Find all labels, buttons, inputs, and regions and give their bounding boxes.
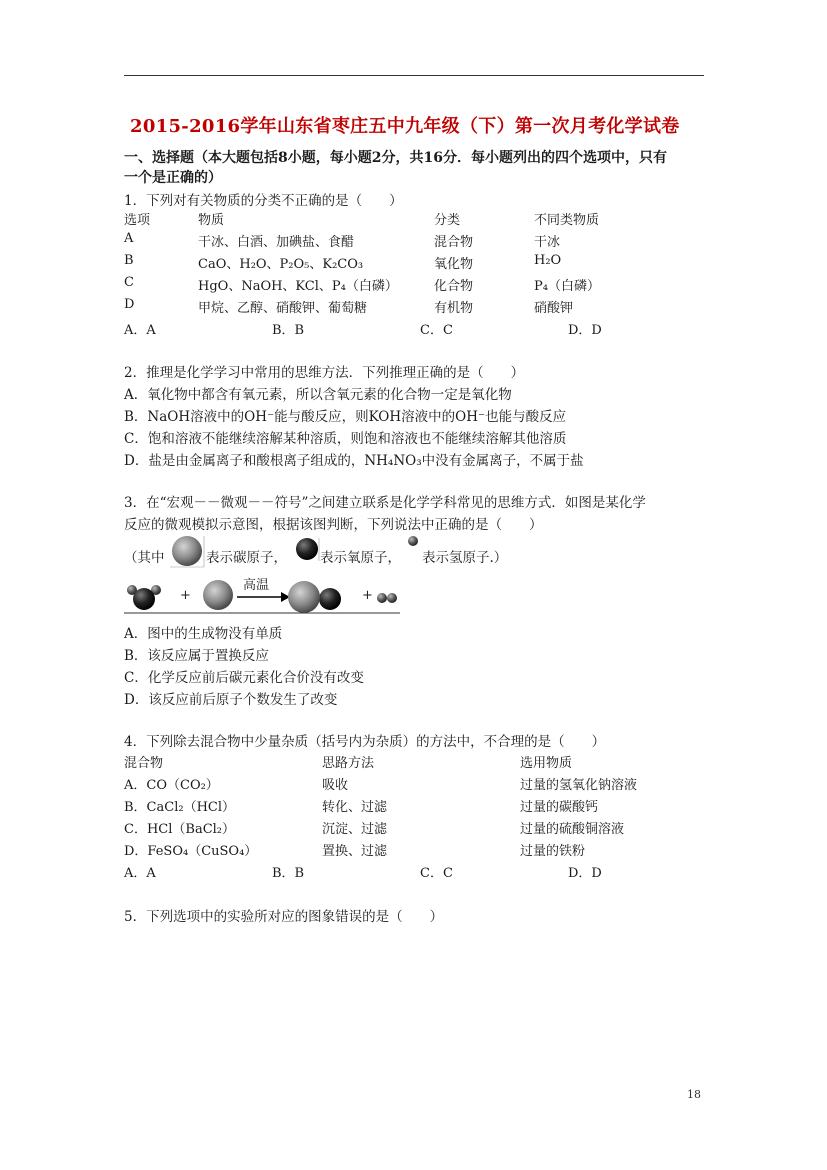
reaction-condition: 高温 [243,578,270,593]
q4-table-row [124,774,684,794]
q1-row-option: D [124,297,135,312]
q2-option-c: C．饱和溶液不能继续溶解某种溶质，则饱和溶液也不能继续溶解其他溶质 [124,431,567,447]
q4-table-row [124,796,684,816]
q4-row-mixture: D．FeSO₄（CuSO₄） [124,844,258,859]
q4-stem: 4．下列除去混合物中少量杂质（括号内为杂质）的方法中，不合理的是（ ） [124,734,606,750]
q4-row-mixture: C．HCl（BaCl₂） [124,822,236,837]
q3-legend-hydrogen: 表示氢原子.） [422,550,508,566]
q1-row-different: 干冰 [534,235,561,250]
q1-row-different: 硝酸钾 [534,301,574,316]
q2-option-d: D．盐是由金属离子和酸根离子组成的，NH₄NO₃中没有金属离子，不属于盐 [124,453,584,469]
q5-stem: 5．下列选项中的实验所对应的图象错误的是（ ） [124,909,444,925]
q4-row-mixture: B．CaCl₂（HCl） [124,800,236,815]
q1-row-substances: 甲烷、乙醇、硝酸钾、葡萄糖 [198,301,368,316]
q4-row-method: 转化、过滤 [322,800,388,815]
page-title: 2015-2016学年山东省枣庄五中九年级（下）第一次月考化学试卷 [130,116,680,137]
q4-row-method: 沉淀、过滤 [322,822,388,837]
carbon-monoxide-molecule-icon [288,581,341,613]
section-heading-line2: 一个是正确的） [124,170,222,186]
page-number: 18 [687,1088,701,1101]
carbon-reactant-icon [203,580,233,610]
q1-table-header [124,209,684,229]
hydrogen-molecule-icon [377,593,397,603]
q1-stem: 1．下列对有关物质的分类不正确的是（ ） [124,193,403,209]
q4-row-mixture: A．CO（CO₂） [124,778,219,793]
q1-answer-a: A．A [124,323,156,338]
q1-answer-d: D．D [568,323,602,338]
hydrogen-atom-icon [406,534,422,548]
q1-row-category: 化合物 [434,279,474,294]
q1-table-row [124,253,684,273]
q4-table-row [124,840,684,860]
water-molecule-icon [127,585,161,610]
q3-legend-open: （其中 [124,550,165,566]
q3-legend-carbon: 表示碳原子， [206,550,287,566]
q3-option-d: D．该反应前后原子个数发生了改变 [124,692,338,708]
q1-row-different: P₄（白磷） [534,279,600,294]
q1-table-row [124,275,684,295]
q2-option-b: B．NaOH溶液中的OH⁻能与酸反应，则KOH溶液中的OH⁻也能与酸反应 [124,409,567,425]
plus-sign-1: + [180,588,191,603]
q4-answer-c: C．C [420,866,453,881]
q2-stem: 2．推理是化学学习中常用的思维方法．下列推理正确的是（ ） [124,365,525,381]
q3-legend-oxygen: 表示氧原子， [320,550,401,566]
q1-row-category: 有机物 [434,301,474,316]
q4-row-reagent: 过量的碳酸钙 [520,800,599,815]
q4-header-method: 思路方法 [322,756,375,771]
q1-row-category: 混合物 [434,235,474,250]
q1-table-row [124,297,684,317]
q1-row-substances: 干冰、白酒、加碘盐、食醋 [198,235,355,250]
q4-row-method: 置换、过滤 [322,844,388,859]
q3-option-a: A．图中的生成物没有单质 [124,626,283,642]
q1-row-category: 氧化物 [434,257,474,272]
q4-answer-d: D．D [568,866,602,881]
reaction-arrow-icon [237,592,290,602]
q4-row-reagent: 过量的硫酸铜溶液 [520,822,625,837]
q1-answer-choices [124,319,684,339]
q1-answer-b: B．B [272,323,305,338]
q4-answer-b: B．B [272,866,305,881]
q1-table-row [124,231,684,251]
q1-row-different: H₂O [534,253,562,268]
q1-header-option: 选项 [124,213,151,228]
q1-row-option: C [124,275,134,290]
q1-answer-c: C．C [420,323,453,338]
q3-stem-line1: 3．在“宏观－－微观－－符号”之间建立联系是化学学科常见的思维方式．如图是某化学 [124,495,646,511]
q1-row-substances: HgO、NaOH、KCl、P₄（白磷） [198,279,398,294]
q1-header-different: 不同类物质 [534,213,600,228]
q3-option-b: B．该反应属于置换反应 [124,648,269,664]
q1-header-substance: 物质 [198,213,225,228]
q4-table-row [124,818,684,838]
q4-row-method: 吸收 [322,778,349,793]
carbon-atom-icon [168,534,206,568]
q3-stem-line2: 反应的微观模拟示意图，根据该图判断，下列说法中正确的是（ ） [124,517,543,533]
q4-answer-a: A．A [124,866,156,881]
q4-table-header [124,752,684,772]
oxygen-atom-icon [294,536,322,564]
q1-row-option: A [124,231,134,246]
q4-row-reagent: 过量的氢氧化钠溶液 [520,778,638,793]
section-heading-line1: 一、选择题（本大题包括8小题，每小题2分，共16分．每小题列出的四个选项中，只有 [124,150,667,166]
q4-header-mixture: 混合物 [124,756,164,771]
q4-answer-choices [124,862,684,882]
q2-option-a: A．氧化物中都含有氧元素，所以含氧元素的化合物一定是氧化物 [124,387,512,403]
q1-row-substances: CaO、H₂O、P₂O₅、K₂CO₃ [198,257,364,272]
q4-header-reagent: 选用物质 [520,756,573,771]
q1-row-option: B [124,253,134,268]
q1-header-category: 分类 [434,213,461,228]
header-rule [124,75,704,76]
q3-option-c: C．化学反应前后碳元素化合价没有改变 [124,670,364,686]
q4-row-reagent: 过量的铁粉 [520,844,586,859]
plus-sign-2: + [362,588,373,603]
